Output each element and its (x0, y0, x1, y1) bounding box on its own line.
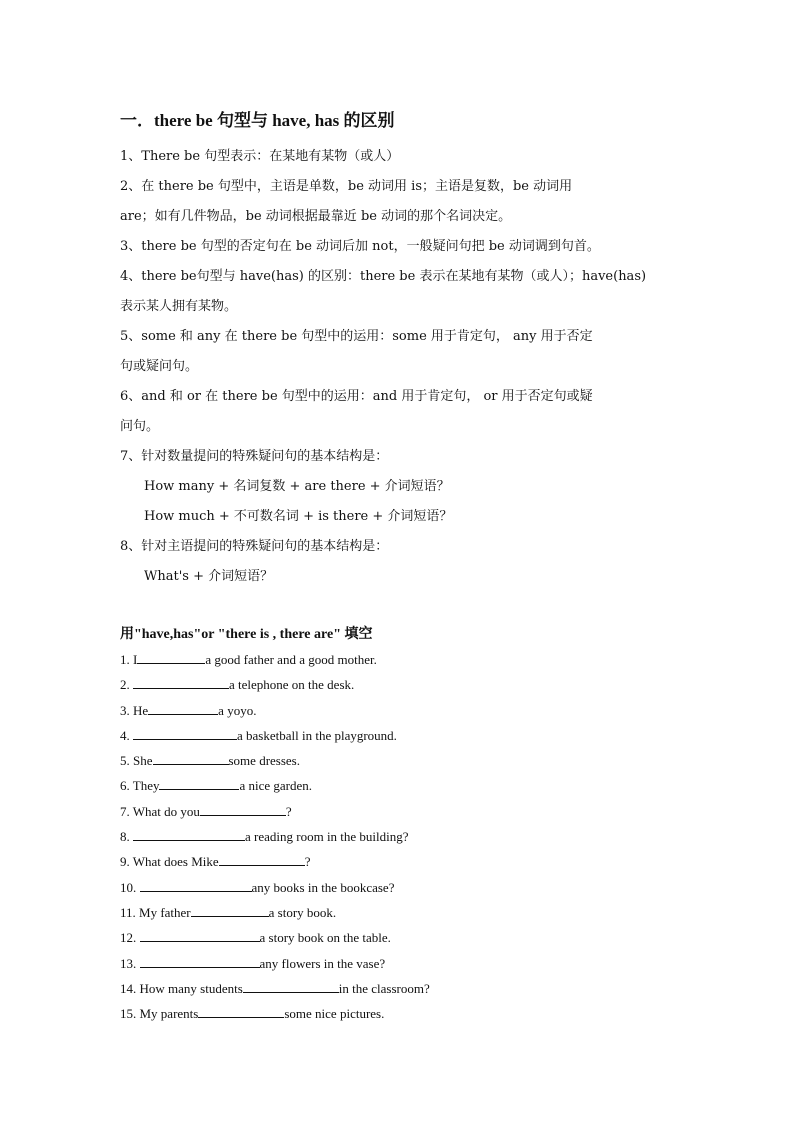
exercise-continuation: ? (285, 803, 292, 819)
exercise-prompt: 8. (120, 829, 133, 845)
answer-blank[interactable] (148, 701, 218, 715)
exercise-continuation: any books in the bookcase? (251, 879, 395, 895)
exercise-item (120, 954, 676, 979)
exercise-prompt: 7. What do you (120, 803, 200, 819)
exercise-item (120, 751, 676, 776)
exercise-item (120, 903, 676, 928)
exercise-item (120, 675, 676, 700)
rule-line: What's + 介词短语？ (144, 569, 274, 584)
exercise-item (120, 878, 676, 903)
exercise-continuation: a telephone on the desk. (229, 677, 355, 693)
exercise-continuation: a good father and a good mother. (205, 652, 377, 667)
section-heading: 一．there be 句型与 have, has 的区别 (120, 111, 395, 130)
answer-blank[interactable] (198, 1004, 284, 1018)
rule-line: 3、there be 句型的否定句在 be 动词后加 not，一般疑问句把 be 动词调到句首。 (120, 239, 600, 254)
answer-blank[interactable] (191, 903, 269, 917)
answer-blank[interactable] (140, 954, 260, 968)
answer-blank[interactable] (159, 776, 239, 790)
exercise-item (120, 776, 676, 801)
exercise-prompt: 2. (120, 677, 133, 693)
exercise-item (120, 979, 676, 1004)
rule-line: 7、针对数量提问的特殊疑问句的基本结构是： (120, 449, 389, 464)
exercise-item (120, 802, 676, 827)
exercise-item (120, 701, 676, 726)
exercise-continuation: ? (304, 854, 311, 870)
rule-line: How many + 名词复数 + are there + 介词短语？ (144, 479, 450, 494)
rule-line: 2、在 there be 句型中，主语是单数，be 动词用 is；主语是复数，be 动词用 (120, 179, 573, 194)
exercise-prompt: 1. I (120, 652, 138, 667)
exercise-continuation: a yoyo. (218, 702, 257, 718)
exercise-prompt: 15. My parents (120, 1006, 199, 1022)
exercise-item (120, 827, 676, 852)
exercise-prompt: 3. He (120, 702, 149, 718)
exercise-continuation: in the classroom? (338, 980, 430, 996)
rule-line: 问句。 (120, 419, 160, 434)
exercise-prompt: 14. How many students (120, 980, 243, 996)
answer-blank[interactable] (133, 827, 245, 841)
exercise-continuation: any flowers in the vase? (259, 955, 386, 971)
rule-line: 1、There be 句型表示：在某地有某物（或人） (120, 149, 400, 164)
answer-blank[interactable] (137, 650, 205, 664)
answer-blank[interactable] (153, 751, 229, 765)
exercise-prompt: 4. (120, 727, 133, 743)
exercise-prompt: 10. (120, 879, 140, 895)
answer-blank[interactable] (140, 928, 260, 942)
exercise-prompt: 5. She (120, 753, 153, 769)
answer-blank[interactable] (200, 802, 286, 816)
exercise-item (120, 726, 676, 751)
exercise-continuation: a story book. (268, 904, 337, 920)
rule-line: 6、and 和 or 在 there be 句型中的运用：and 用于肯定句， or 用于否定句或疑 (120, 389, 593, 404)
exercise-continuation: some dresses. (228, 753, 300, 769)
rule-line: How much + 不可数名词 + is there + 介词短语？ (144, 509, 453, 524)
exercise-continuation: some nice pictures. (284, 1006, 385, 1022)
exercise-continuation: a story book on the table. (259, 930, 391, 946)
rule-line: are；如有几件物品，be 动词根据最靠近 be 动词的那个名词决定。 (120, 209, 512, 224)
rule-line: 4、there be句型与 have(has) 的区别：there be 表示在某地有某物（或人）；have(has) (120, 269, 647, 284)
exercise-continuation: a basketball in the playground. (237, 727, 397, 743)
exercise-item (120, 928, 676, 953)
exercise-item (120, 1004, 676, 1029)
rule-line: 句或疑问句。 (120, 359, 199, 374)
exercise-prompt: 11. My father (120, 904, 191, 920)
exercise-prompt: 6. They (120, 778, 160, 794)
answer-blank[interactable] (219, 852, 305, 866)
exercise-item (120, 650, 676, 675)
grammar-rules (120, 146, 676, 596)
rule-line: 表示某人拥有某物。 (120, 299, 238, 314)
exercise-continuation: a nice garden. (239, 778, 313, 794)
exercise-prompt: 9. What does Mike (120, 854, 219, 870)
exercise-prompt: 13. (120, 955, 140, 971)
answer-blank[interactable] (140, 878, 252, 892)
answer-blank[interactable] (133, 675, 229, 689)
exercise-title: 用"have,has"or "there is , there are" 填空 (120, 627, 373, 642)
rule-line: 8、针对主语提问的特殊疑问句的基本结构是： (120, 539, 389, 554)
exercise-item (120, 852, 676, 877)
answer-blank[interactable] (243, 979, 339, 993)
exercise-continuation: a reading room in the building? (245, 829, 409, 845)
rule-line: 5、some 和 any 在 there be 句型中的运用：some 用于肯定句， any 用于否定 (120, 329, 593, 344)
exercise-prompt: 12. (120, 930, 140, 946)
answer-blank[interactable] (133, 726, 237, 740)
exercise-list (120, 650, 676, 1029)
